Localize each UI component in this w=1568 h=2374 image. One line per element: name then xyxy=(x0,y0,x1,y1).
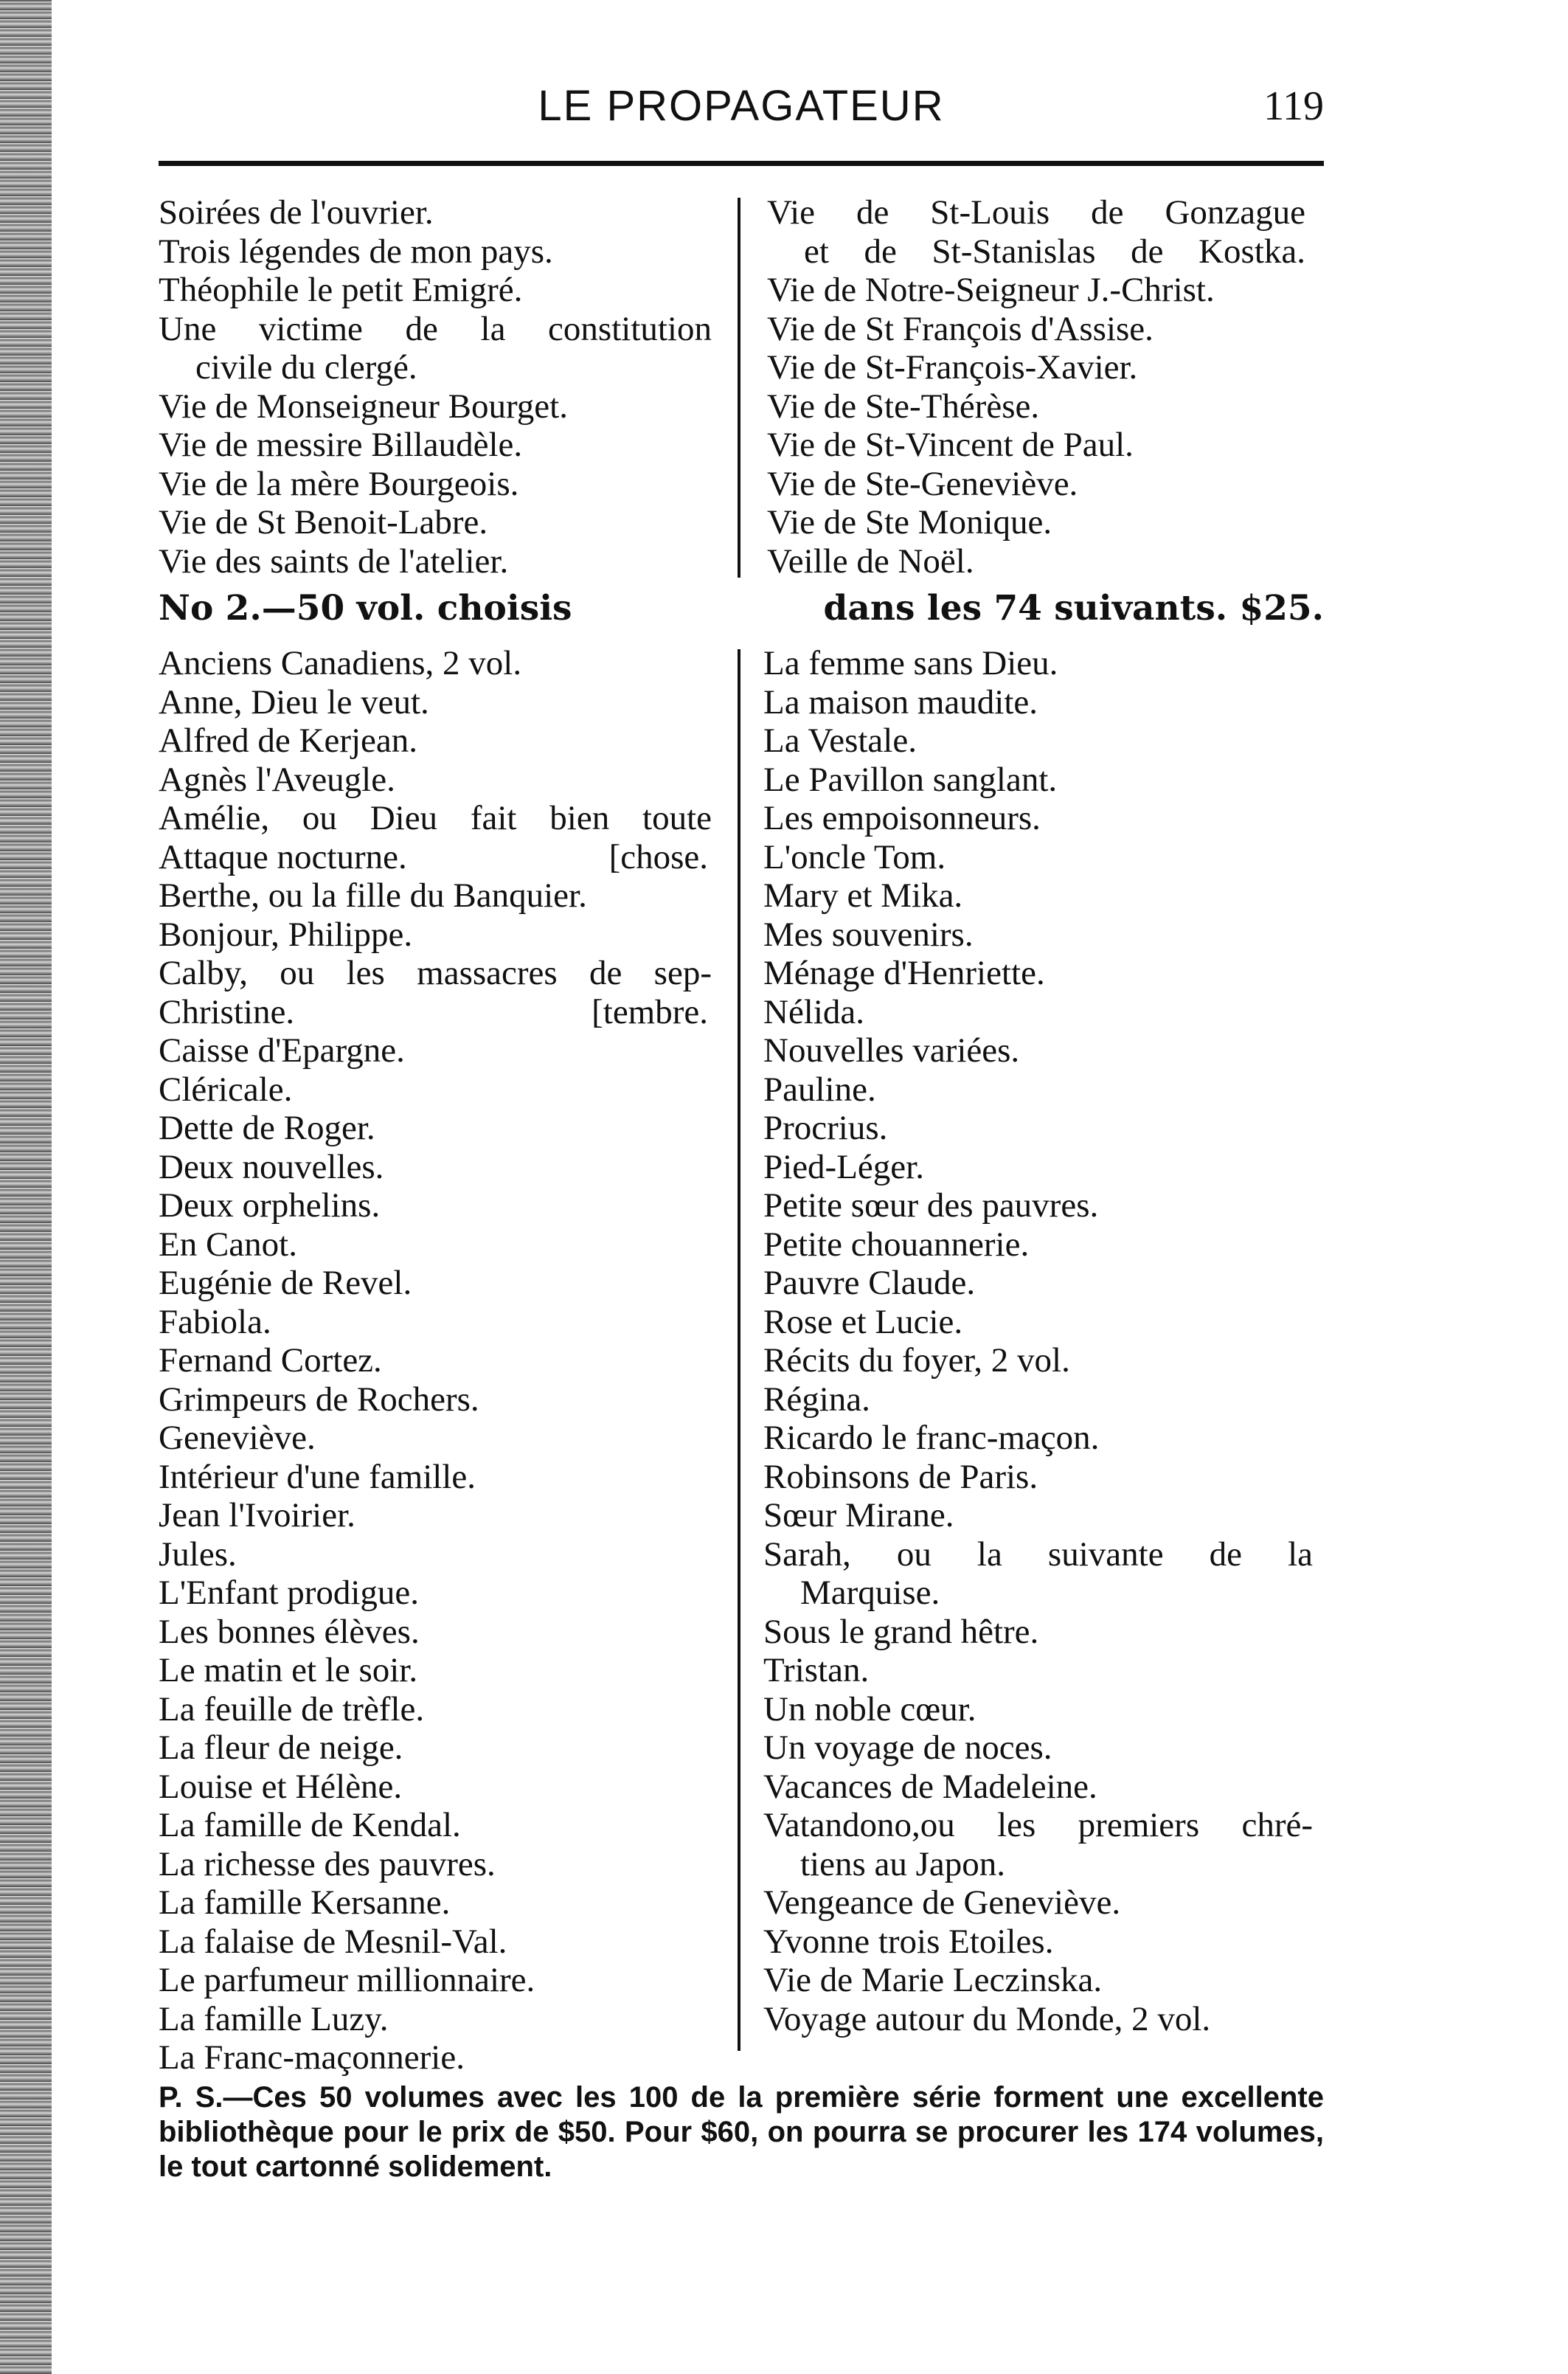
list-item: Deux nouvelles. xyxy=(159,1147,384,1186)
list-item: Théophile le petit Emigré. xyxy=(159,271,523,309)
list-item: Vie de Notre-Seigneur J.-Christ. xyxy=(767,271,1215,309)
series-heading-left: No 2.—50 vol. choisis xyxy=(159,588,572,629)
list-item: Bonjour, Philippe. xyxy=(159,915,413,954)
list-item: Sous le grand hêtre. xyxy=(763,1612,1039,1651)
running-title: LE PROPAGATEUR xyxy=(538,82,945,130)
section2-right-column xyxy=(763,644,1313,2038)
list-item: Sœur Mirane. xyxy=(763,1496,954,1534)
list-item: Vengeance de Geneviève. xyxy=(763,1883,1121,1922)
section2-left-column xyxy=(159,644,712,2077)
list-item: La femme sans Dieu. xyxy=(763,644,1058,682)
list-item: Robinsons de Paris. xyxy=(763,1457,1038,1496)
list-item: Procrius. xyxy=(763,1109,888,1147)
list-item: L'Enfant prodigue. xyxy=(159,1574,420,1612)
list-item: Le matin et le soir. xyxy=(159,1651,418,1689)
list-item: Vie de Ste-Thérèse. xyxy=(767,387,1040,426)
list-item: La famille de Kendal. xyxy=(159,1806,461,1844)
list-item: La falaise de Mesnil-Val. xyxy=(159,1922,507,1961)
list-item: Les bonnes élèves. xyxy=(159,1612,420,1651)
list-item: Intérieur d'une famille. xyxy=(159,1457,476,1496)
list-item: Calby, ou les massacres de sep- xyxy=(159,954,712,992)
list-item: Dette de Roger. xyxy=(159,1109,375,1147)
list-item: Alfred de Kerjean. xyxy=(159,721,418,760)
list-item: Pauvre Claude. xyxy=(763,1264,976,1302)
list-item: Vie de Ste-Geneviève. xyxy=(767,464,1078,503)
list-item: Vie de St-Vincent de Paul. xyxy=(767,426,1134,464)
list-item: Soirées de l'ouvrier. xyxy=(159,193,434,232)
list-item: La Franc-maçonnerie. xyxy=(159,2038,465,2077)
list-item: Voyage autour du Monde, 2 vol. xyxy=(763,1999,1211,2038)
list-item: Attaque nocturne. [chose. xyxy=(159,837,708,876)
list-item: Caisse d'Epargne. xyxy=(159,1031,405,1070)
list-item: Vie de St François d'Assise. xyxy=(767,309,1154,348)
list-item: Une victime de la constitution xyxy=(159,309,712,348)
series-heading-right: dans les 74 suivants. $25. xyxy=(823,588,1324,629)
list-item: Veille de Noël. xyxy=(767,541,974,581)
list-item: Vie de Monseigneur Bourget. xyxy=(159,387,568,426)
list-item: La maison maudite. xyxy=(763,682,1038,721)
list-item: Les empoisonneurs. xyxy=(763,799,1041,837)
list-item: La famille Kersanne. xyxy=(159,1883,451,1922)
list-item: Nélida. xyxy=(763,992,865,1031)
list-item: Vie de St-François-Xavier. xyxy=(767,348,1138,387)
list-item: Anciens Canadiens, 2 vol. xyxy=(159,644,522,682)
section1-left-column xyxy=(159,193,712,581)
page-number: 119 xyxy=(1263,83,1324,129)
list-item: tiens au Japon. xyxy=(800,1844,1006,1883)
list-item: Ménage d'Henriette. xyxy=(763,954,1045,992)
list-item: Yvonne trois Etoiles. xyxy=(763,1922,1054,1961)
list-item: La richesse des pauvres. xyxy=(159,1844,496,1883)
list-item: Un voyage de noces. xyxy=(763,1728,1052,1767)
list-item: La fleur de neige. xyxy=(159,1728,403,1767)
list-item: Jules. xyxy=(159,1534,237,1574)
list-item: Sarah, ou la suivante de la xyxy=(763,1534,1313,1574)
list-item: Fabiola. xyxy=(159,1302,271,1341)
list-item: civile du clergé. xyxy=(195,348,417,387)
list-item: En Canot. xyxy=(159,1225,297,1264)
continuation-note: [tembre. xyxy=(592,992,708,1031)
list-item: Ricardo le franc-maçon. xyxy=(763,1419,1100,1457)
list-item: Vie de messire Billaudèle. xyxy=(159,426,523,464)
list-item: L'oncle Tom. xyxy=(763,837,946,876)
list-item: Geneviève. xyxy=(159,1419,316,1457)
list-item: Vie de Marie Leczinska. xyxy=(763,1961,1103,1999)
list-item: Deux orphelins. xyxy=(159,1186,381,1225)
list-item: Eugénie de Revel. xyxy=(159,1264,412,1302)
list-item: Vie de Ste Monique. xyxy=(767,503,1052,541)
list-item: Régina. xyxy=(763,1380,870,1419)
list-item: et de St-Stanislas de Kostka. xyxy=(804,232,1305,271)
page-header xyxy=(159,74,1324,140)
list-item: Nouvelles variées. xyxy=(763,1031,1020,1070)
list-item: Cléricale. xyxy=(159,1070,293,1109)
list-item: Tristan. xyxy=(763,1651,870,1689)
column-divider xyxy=(738,198,740,578)
list-item: Pied-Léger. xyxy=(763,1147,924,1186)
list-item: Récits du foyer, 2 vol. xyxy=(763,1341,1070,1380)
list-item: Petite sœur des pauvres. xyxy=(763,1186,1099,1225)
postscript: P. S.—Ces 50 volumes avec les 100 de la première série forment une excellente bibliothèque pour le prix de $50. Pour $60, on pourra se procurer les 174 volumes, le tout cartonné solidement. xyxy=(159,2081,1324,2183)
list-item: Vie des saints de l'atelier. xyxy=(159,541,509,581)
list-item: Mes souvenirs. xyxy=(763,915,974,954)
list-item: Vie de St-Louis de Gonzague xyxy=(767,193,1305,232)
list-item: Jean l'Ivoirier. xyxy=(159,1496,355,1534)
list-item: Trois légendes de mon pays. xyxy=(159,232,553,271)
scanned-page-edge xyxy=(0,0,52,2374)
list-item: Agnès l'Aveugle. xyxy=(159,760,395,799)
list-item: Grimpeurs de Rochers. xyxy=(159,1380,479,1419)
continuation-note: [chose. xyxy=(608,837,708,876)
list-item: Le Pavillon sanglant. xyxy=(763,760,1058,799)
list-item: Vatandono,ou les premiers chré- xyxy=(763,1806,1313,1844)
list-item: Un noble cœur. xyxy=(763,1689,976,1728)
list-item: La famille Luzy. xyxy=(159,1999,389,2038)
section1-right-column xyxy=(767,193,1305,581)
list-item: Pauline. xyxy=(763,1070,876,1109)
list-item: Anne, Dieu le veut. xyxy=(159,682,429,721)
list-item: Vie de St Benoit-Labre. xyxy=(159,503,488,541)
list-item: Rose et Lucie. xyxy=(763,1302,963,1341)
series-heading xyxy=(159,588,1324,634)
column-divider xyxy=(738,649,740,2051)
list-item: Berthe, ou la fille du Banquier. xyxy=(159,876,587,915)
list-item: Vacances de Madeleine. xyxy=(763,1767,1097,1806)
list-item: Amélie, ou Dieu fait bien toute xyxy=(159,799,712,837)
list-item: Vie de la mère Bourgeois. xyxy=(159,464,519,503)
list-item: Le parfumeur millionnaire. xyxy=(159,1961,535,1999)
list-item: Christine. [tembre. xyxy=(159,992,708,1031)
header-rule xyxy=(159,161,1324,166)
list-item: Louise et Hélène. xyxy=(159,1767,403,1806)
list-item: Marquise. xyxy=(800,1574,940,1612)
list-item: Petite chouannerie. xyxy=(763,1225,1030,1264)
list-item: Mary et Mika. xyxy=(763,876,963,915)
list-item: La Vestale. xyxy=(763,721,917,760)
list-item: La feuille de trèfle. xyxy=(159,1689,425,1728)
list-item: Fernand Cortez. xyxy=(159,1341,382,1380)
